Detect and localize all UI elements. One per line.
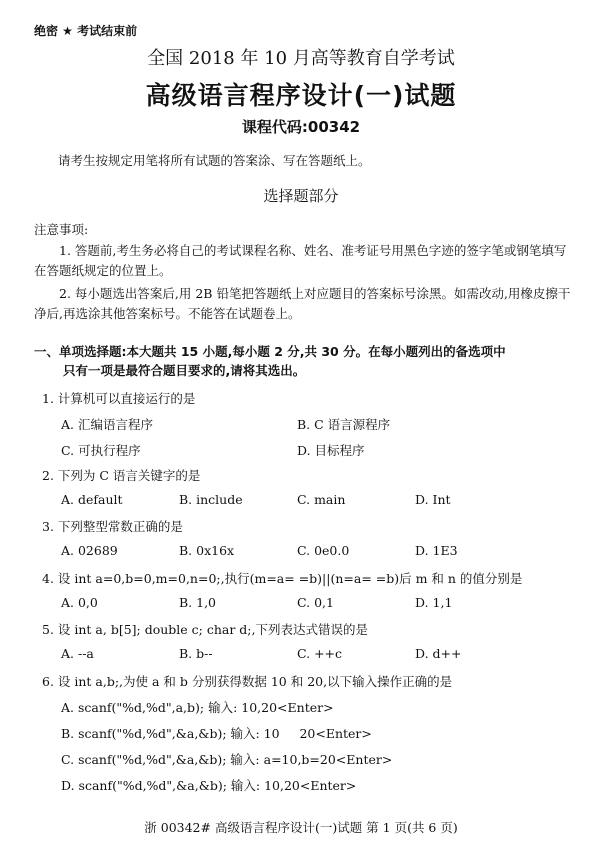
question-6-option-d: D. scanf("%d,%d",&a,&b); 输入: 10,20<Enter>: [61, 778, 357, 793]
question-1-option-a: A. 汇编语言程序: [61, 417, 153, 432]
note-item-1: 1. 答题前,考生务必将自己的考试课程名称、姓名、准考证号用黑色字迹的签字笔或钢笔填写在答题纸规定的位置上。: [34, 243, 567, 278]
paper-title: 高级语言程序设计(一)试题: [145, 81, 457, 110]
question-6-stem: 6. 设 int a,b;,为使 a 和 b 分别获得数据 10 和 20,以下输入操作正确的是: [42, 674, 453, 689]
question-5-option-d: D. d++: [415, 646, 462, 661]
answer-instruction: 请考生按规定用笔将所有试题的答案涂、写在答题纸上。: [58, 153, 371, 168]
question-6-option-b: B. scanf("%d,%d",&a,&b); 输入: 10 20<Enter>: [61, 726, 372, 741]
confidential-label: 绝密 ★ 考试结束前: [34, 24, 138, 38]
question-1-option-b: B. C 语言源程序: [297, 417, 391, 432]
question-1-option-d: D. 目标程序: [297, 443, 365, 458]
question-4-option-a: A. 0,0: [61, 595, 98, 610]
question-3-option-a: A. 02689: [61, 543, 118, 558]
notes-title: 注意事项:: [34, 222, 89, 237]
course-code: 课程代码:00342: [241, 118, 361, 136]
question-3-option-c: C. 0e0.0: [297, 543, 350, 558]
question-5-stem: 5. 设 int a, b[5]; double c; char d;,下列表达式错误的是: [42, 622, 368, 637]
question-2-option-a: A. default: [61, 492, 123, 507]
question-3-option-d: D. 1E3: [415, 543, 458, 558]
section-heading: 选择题部分: [263, 187, 339, 205]
question-2-option-d: D. Int: [415, 492, 451, 507]
question-5-option-b: B. b--: [179, 646, 213, 661]
question-4-option-b: B. 1,0: [179, 595, 217, 610]
question-3-stem: 3. 下列整型常数正确的是: [42, 519, 183, 534]
part1-line-1: 一、单项选择题:本大题共 15 小题,每小题 2 分,共 30 分。在每小题列出的备选项中: [34, 344, 506, 359]
note-item-2: 2. 每小题选出答案后,用 2B 铅笔把答题纸上对应题目的答案标号涂黑。如需改动,用橡皮擦干净后,再选涂其他答案标号。不能答在试题卷上。: [34, 286, 571, 321]
question-2-option-c: C. main: [297, 492, 346, 507]
question-2-stem: 2. 下列为 C 语言关键字的是: [42, 468, 201, 483]
question-2-option-b: B. include: [179, 492, 243, 507]
question-1-stem: 1. 计算机可以直接运行的是: [42, 391, 196, 406]
exam-title: 全国 2018 年 10 月高等教育自学考试: [147, 48, 455, 69]
question-4-option-d: D. 1,1: [415, 595, 453, 610]
question-4-stem: 4. 设 int a=0,b=0,m=0,n=0;,执行(m=a= =b)||(n=a= =b)后 m 和 n 的值分别是: [42, 571, 523, 586]
question-1-option-c: C. 可执行程序: [61, 443, 141, 458]
question-4-option-c: C. 0,1: [297, 595, 334, 610]
question-3-option-b: B. 0x16x: [179, 543, 235, 558]
question-5-option-c: C. ++c: [297, 646, 343, 661]
page-footer: 浙 00342# 高级语言程序设计(一)试题 第 1 页(共 6 页): [144, 820, 458, 835]
part1-instruction: [34, 342, 506, 380]
question-5-option-a: A. --a: [61, 646, 94, 661]
part1-line-2: 只有一项是最符合题目要求的,请将其选出。: [63, 363, 306, 378]
question-6-option-c: C. scanf("%d,%d",&a,&b); 输入: a=10,b=20<Enter>: [61, 752, 393, 767]
question-6-option-a: A. scanf("%d,%d",a,b); 输入: 10,20<Enter>: [61, 700, 334, 715]
